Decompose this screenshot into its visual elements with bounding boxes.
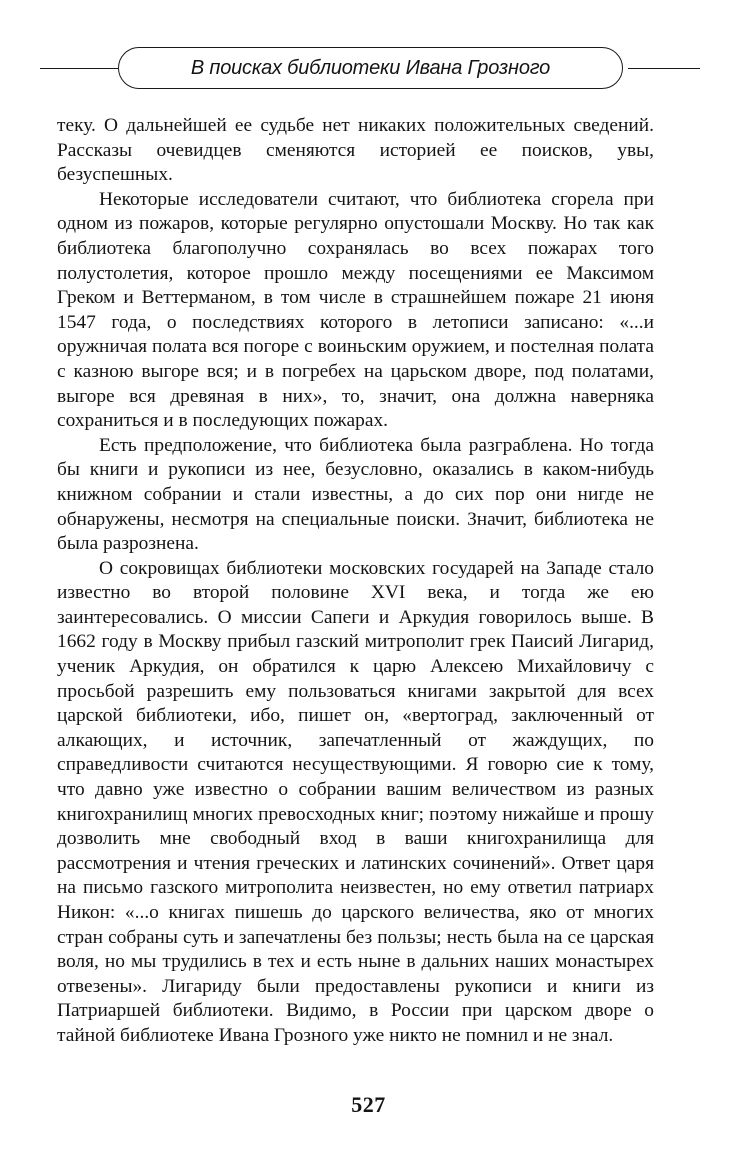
header-title-frame bbox=[118, 47, 623, 89]
paragraph: О сокровищах библиотеки московских государей на Западе стало известно во второй половине XVI века, и тогда же ею заинтересовались. О миссии Сапеги и Аркудия говорилось выше. В 1662 году в Москву прибыл газский митрополит грек Паисий Лигарид, ученик Аркудия, он обратился к царю Алексею Михайловичу с просьбой разрешить ему пользоваться книгами закрытой для всех царской библиотеки, ибо, пишет он, «вертоград, заключенный от алкающих, и источник, запечатленный от жаждущих, по справедливости считаются несуществующими. Я говорю сие к тому, что давно уже известно о собрании вашим величеством из разных книгохранилищ многих превосходных книг; поэтому нижайше и прошу дозволить мне свободный вход в ваши книгохранилища для рассмотрения и чтения греческих и латинских сочинений». Ответ царя на письмо газского митрополита неизвестен, но ему ответил патриарх Никон: «...о книгах пишешь до царского величества, яко от многих стран собраны суть и запечатлены без пользы; несть была на се царская воля, но мы трудились в тех и есть ныне в дальних наших монастырех отвезены». Лигариду были предоставлены рукописи и книги из Патриаршей библиотеки. Видимо, в России при царском дворе о тайной библиотеке Ивана Грозного уже никто не помнил и не знал. bbox=[57, 557, 654, 1046]
paragraph: Есть предположение, что библиотека была разграблена. Но тогда бы книги и рукописи из нее, безусловно, оказались в каком-нибудь книжном собрании и стали известны, а до сих пор они нигде не обнаружены, несмотря на специальные поиски. Значит, библиотека не была разрознена. bbox=[57, 434, 654, 555]
header-rule-right bbox=[628, 68, 700, 69]
running-header-title: В поисках библиотеки Ивана Грозного bbox=[190, 56, 551, 79]
header-rule-left bbox=[40, 68, 118, 69]
running-header bbox=[40, 45, 700, 93]
page-number: 527 bbox=[351, 1092, 386, 1117]
body-text bbox=[57, 114, 654, 1049]
paragraph: Некоторые исследователи считают, что библиотека сгорела при одном из пожаров, которые регулярно опустошали Москву. Но так как библиотека благополучно сохранялась во всех пожарах того полустолетия, которое прошло между посещениями ее Максимом Греком и Веттерманом, в том числе в страшнейшем пожаре 21 июня 1547 года, о последствиях которого в летописи записано: «...и оружничая полата вся погоре с воиньским оружием, и постелная полата с казною выгоре вся; и в погребех на царьском дворе, под полатами, выгоре вся древяная в них», то, значит, она должна наверняка сохраниться и в последующих пожарах. bbox=[57, 188, 654, 432]
paragraph-continuation: теку. О дальнейшей ее судьбе нет никаких положительных сведений. Рассказы очевидцев сменяются историей ее поисков, увы, безуспешных. bbox=[57, 115, 654, 186]
